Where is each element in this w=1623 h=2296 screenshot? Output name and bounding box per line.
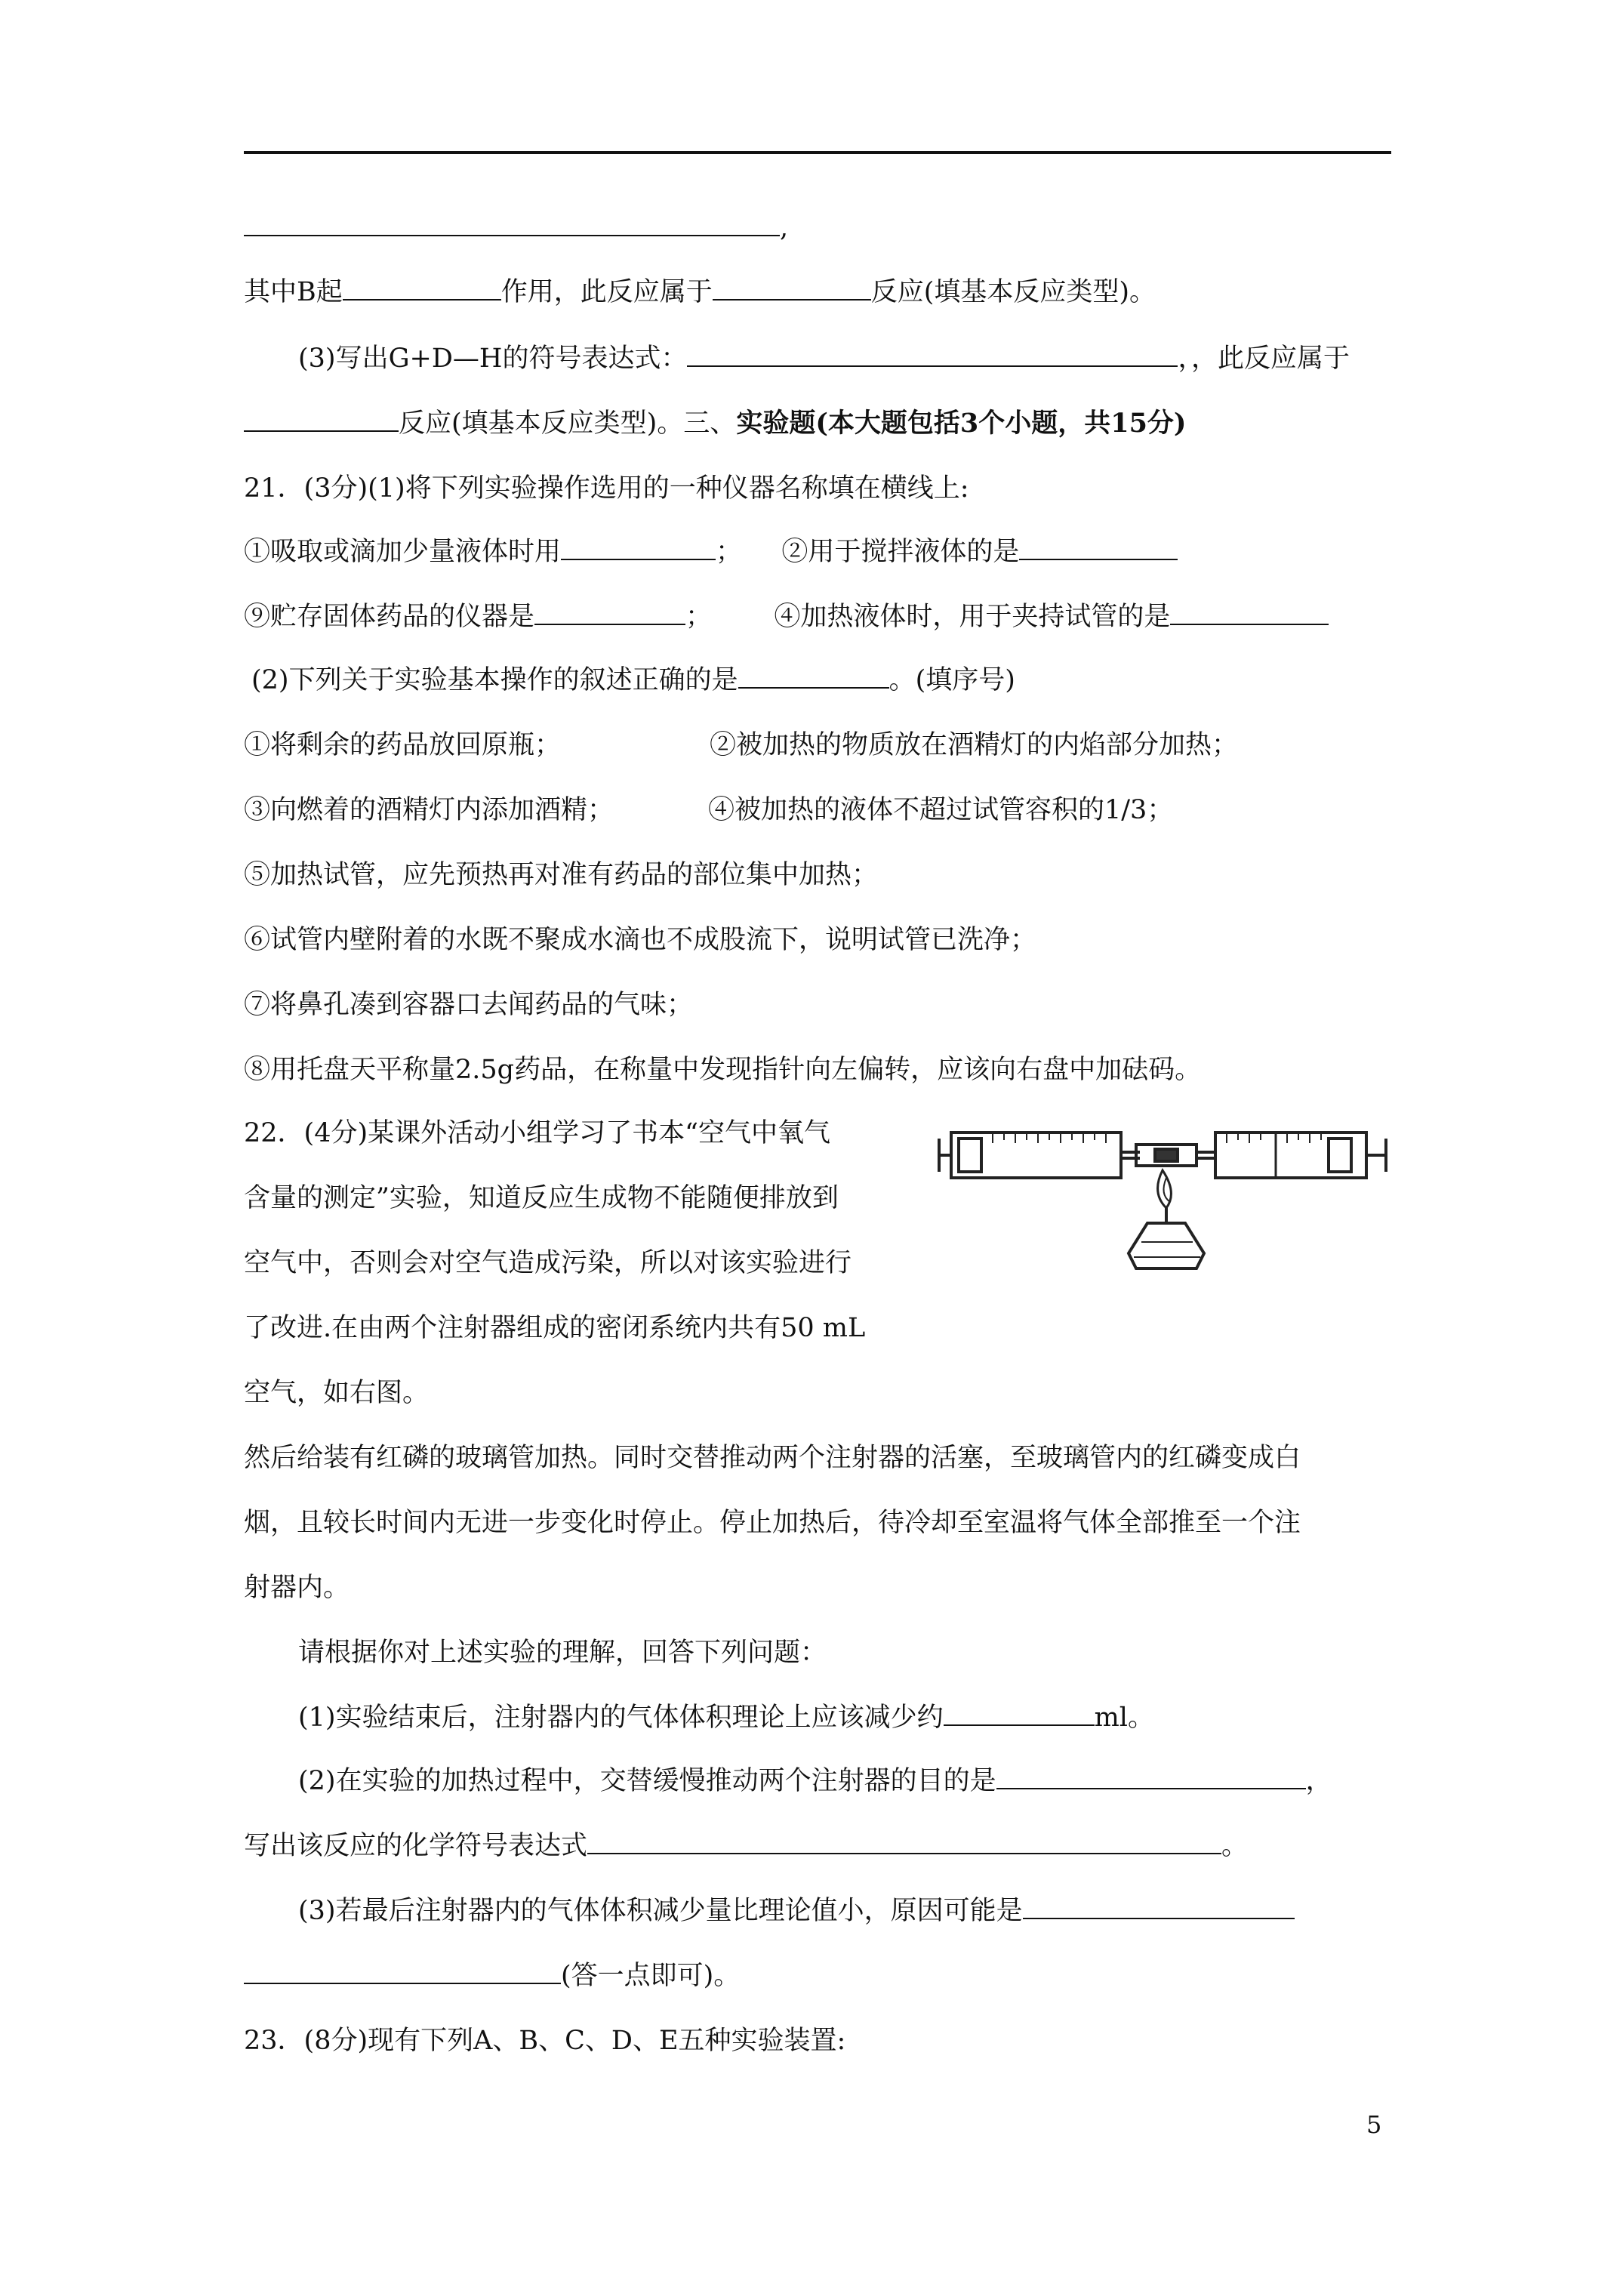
question-22-instruction: 请根据你对上述实验的理解，回答下列问题： <box>298 1638 827 1668</box>
blank[interactable] <box>587 1830 1221 1854</box>
answer-line-continuation: , <box>244 211 788 245</box>
flame <box>1158 1170 1172 1208</box>
question-22-sub-2-equation: 写出该反应的化学符号表达式 。 <box>244 1831 1249 1861</box>
question-22-sub-1: (1)实验结束后，注射器内的气体体积理论上应该减少约 ml。 <box>298 1703 1154 1733</box>
question-22-line-7: 烟，且较长时间内无进一步变化时停止。停止加热后，待冷却至室温将气体全部推至一个注 <box>244 1508 1301 1538</box>
question-22-line-3: 空气中，否则会对空气造成污染，所以对该实验进行 <box>244 1248 852 1278</box>
blank[interactable] <box>1023 1895 1295 1919</box>
question-22-line-4: 了改进.在由两个注射器组成的密闭系统内共有50 mL <box>244 1313 866 1343</box>
question-22-line-1: 22．(4分)某课外活动小组学习了书本“空气中氧气 <box>244 1118 831 1148</box>
question-23-title: 23．(8分)现有下列A、B、C、D、E五种实验装置: <box>244 2026 846 2056</box>
blank[interactable] <box>561 536 716 560</box>
option-3: ③向燃着的酒精灯内添加酒精； <box>244 795 614 825</box>
option-6: ⑥试管内壁附着的水既不聚成水滴也不成股流下，说明试管已洗净； <box>244 925 1037 955</box>
option-5: ⑤加热试管，应先预热再对准有药品的部位集中加热； <box>244 860 879 890</box>
question-22-sub-2: (2)在实验的加热过程中，交替缓慢推动两个注射器的目的是 ， <box>298 1766 1332 1796</box>
alcohol-lamp <box>1129 1223 1204 1268</box>
option-8: ⑧用托盘天平称量2.5g药品，在称量中发现指针向左偏转，应该向右盘中加砝码。 <box>244 1055 1202 1085</box>
blank[interactable] <box>944 1702 1095 1726</box>
blank[interactable] <box>244 212 780 236</box>
question-22-sub-3-continued: (答一点即可)。 <box>244 1959 740 1992</box>
option-4: ④被加热的液体不超过试管容积的1/3； <box>708 795 1174 825</box>
page-number: 5 <box>1366 2110 1382 2139</box>
syringe-apparatus-figure <box>936 1102 1389 1284</box>
blank[interactable] <box>738 664 889 689</box>
line-b-role: 其中B起 作用，此反应属于 反应(填基本反应类型)。 <box>244 277 1156 307</box>
option-1: ①将剩余的药品放回原瓶； <box>244 730 562 760</box>
question-21-items-1-2: ①吸取或滴加少量液体时用 ； ②用于搅拌液体的是 <box>244 535 1178 569</box>
blank[interactable] <box>1170 601 1329 625</box>
blank[interactable] <box>534 601 685 625</box>
blank[interactable] <box>343 276 501 300</box>
question-21-part-2: (2)下列关于实验基本操作的叙述正确的是 。(填序号) <box>251 665 1015 695</box>
question-22-line-2: 含量的测定”实验，知道反应生成物不能随便排放到 <box>244 1183 839 1213</box>
question-22-line-8: 射器内。 <box>244 1573 350 1603</box>
question-21-title: 21．(3分)(1)将下列实验操作选用的一种仪器名称填在横线上: <box>244 473 969 504</box>
blank[interactable] <box>1019 536 1178 560</box>
question-22-line-6: 然后给装有红磷的玻璃管加热。同时交替推动两个注射器的活塞，至玻璃管内的红磷变成白 <box>244 1443 1301 1473</box>
section-heading: 实验题(本大题包括3个小题，共15分) <box>736 408 1187 439</box>
question-22-sub-3: (3)若最后注射器内的气体体积减少量比理论值小，原因可能是 <box>298 1894 1295 1928</box>
blank[interactable] <box>996 1765 1306 1789</box>
blank[interactable] <box>244 1960 561 1984</box>
question-21-items-3-4: ⑨贮存固体药品的仪器是 ； ④加热液体时，用于夹持试管的是 <box>244 600 1329 633</box>
blank[interactable] <box>687 343 1178 367</box>
question-22-line-5: 空气，如右图。 <box>244 1378 430 1408</box>
option-7: ⑦将鼻孔凑到容器口去闻药品的气味； <box>244 990 694 1020</box>
option-2: ②被加热的物质放在酒精灯的内焰部分加热； <box>710 730 1239 760</box>
blank[interactable] <box>244 408 399 432</box>
line-reaction-type: 反应(填基本反应类型)。三、实验题(本大题包括3个小题，共15分) <box>244 407 1187 440</box>
blank[interactable] <box>713 276 871 300</box>
header-rule <box>244 151 1391 154</box>
question-20-3: (3)写出G+D—H的符号表达式： ，，此反应属于 <box>298 344 1350 374</box>
